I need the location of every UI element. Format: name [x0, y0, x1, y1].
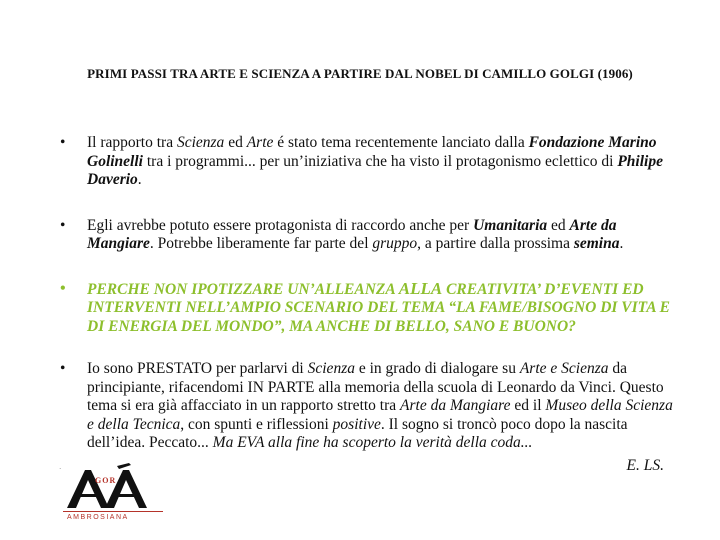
logo-divider	[63, 511, 163, 512]
ambrosiana-logo	[55, 462, 185, 532]
text: ed	[224, 134, 247, 151]
text: ed	[547, 216, 570, 234]
text: Il rapporto tra	[87, 134, 177, 151]
text: PERCHE NON IPOTIZZARE UN’ALLEANZA	[87, 280, 399, 298]
bullet-item-alleanza	[60, 280, 680, 337]
text: Egli avrebbe potuto essere protagonista di raccordo anche per	[87, 216, 474, 234]
emph-scienza: Scienza	[307, 360, 355, 377]
text: e in grado di dialogare su	[354, 360, 520, 377]
emph-eva: Ma EVA alla fine ha scoperto la verità della coda...	[212, 434, 533, 451]
bullet-item-golinelli	[60, 134, 680, 190]
bullet-item-umanitaria	[60, 217, 680, 254]
logo-bottom-text: AMBROSIANA	[67, 514, 129, 521]
text: . Il sogno si troncò poco dopo la nascita dell’idea. Peccato...	[87, 415, 628, 451]
signature: E. LS.	[626, 456, 664, 474]
text: .	[619, 235, 624, 252]
text: Io sono PRESTATO per parlarvi di	[87, 360, 308, 377]
logo-graphic-icon	[55, 462, 185, 532]
bullet-list	[60, 134, 680, 475]
corner-mark-icon: ·	[59, 465, 62, 473]
text: tra i programmi... per un’iniziativa che ha visto il protagonismo eclettico di	[142, 152, 618, 170]
text: , con spunti e riflessioni	[180, 415, 333, 433]
page-title: PRIMI PASSI TRA ARTE E SCIENZA A PARTIRE DAL NOBEL DI CAMILLO GOLGI (1906)	[87, 66, 633, 81]
bullet-item-prestato	[60, 360, 680, 475]
emph-daverio: Philipe Daverio	[87, 152, 663, 188]
emph-arte-scienza: Arte e Scienza	[519, 360, 609, 377]
text: . Potrebbe liberamente far parte del	[149, 235, 373, 252]
emph-gruppo: gruppo	[372, 235, 418, 252]
emph-semina: semina	[573, 235, 620, 252]
bullet-marker: •	[60, 134, 66, 151]
bullet-marker: •	[60, 279, 66, 297]
emph-positive: positive	[332, 415, 381, 433]
emph-scienza: Scienza	[176, 134, 225, 151]
emph-arte: Arte	[246, 134, 274, 151]
bullet-marker: •	[60, 216, 66, 234]
emph-arte-mangiare: Arte da Mangiare	[87, 216, 617, 252]
emph-museo: Museo della Scienza e della Tecnica	[87, 397, 673, 433]
text: CREATIVITA’ D’EVENTI ED INTERVENTI NELL’AMPIO SCENARIO DEL TEMA “LA FAME/BISOGNO DI VITA E DI ENERGIA DEL MONDO”, MA ANCHE DI BELLO, SANO E BUONO?	[87, 280, 670, 335]
text: ed il	[510, 397, 546, 414]
text: da principiante, rifacendomi IN PARTE alla memoria della scuola di Leonardo da Vinci. Questo tema si era già affacciato in un rapporto stretto tra	[87, 360, 664, 414]
logo-top-text: GOR	[95, 476, 117, 485]
emph-fondazione: Fondazione Marino Golinelli	[87, 134, 657, 170]
emph-arte-mangiare: Arte da Mangiare	[400, 397, 511, 414]
text: , a partire dalla prossima	[417, 235, 574, 252]
text: .	[137, 171, 142, 188]
emph-alla: ALLA	[398, 278, 443, 298]
emph-umanitaria: Umanitaria	[473, 216, 548, 234]
text: é stato tema recentemente lanciato dalla	[273, 134, 529, 151]
bullet-marker: •	[60, 360, 66, 377]
